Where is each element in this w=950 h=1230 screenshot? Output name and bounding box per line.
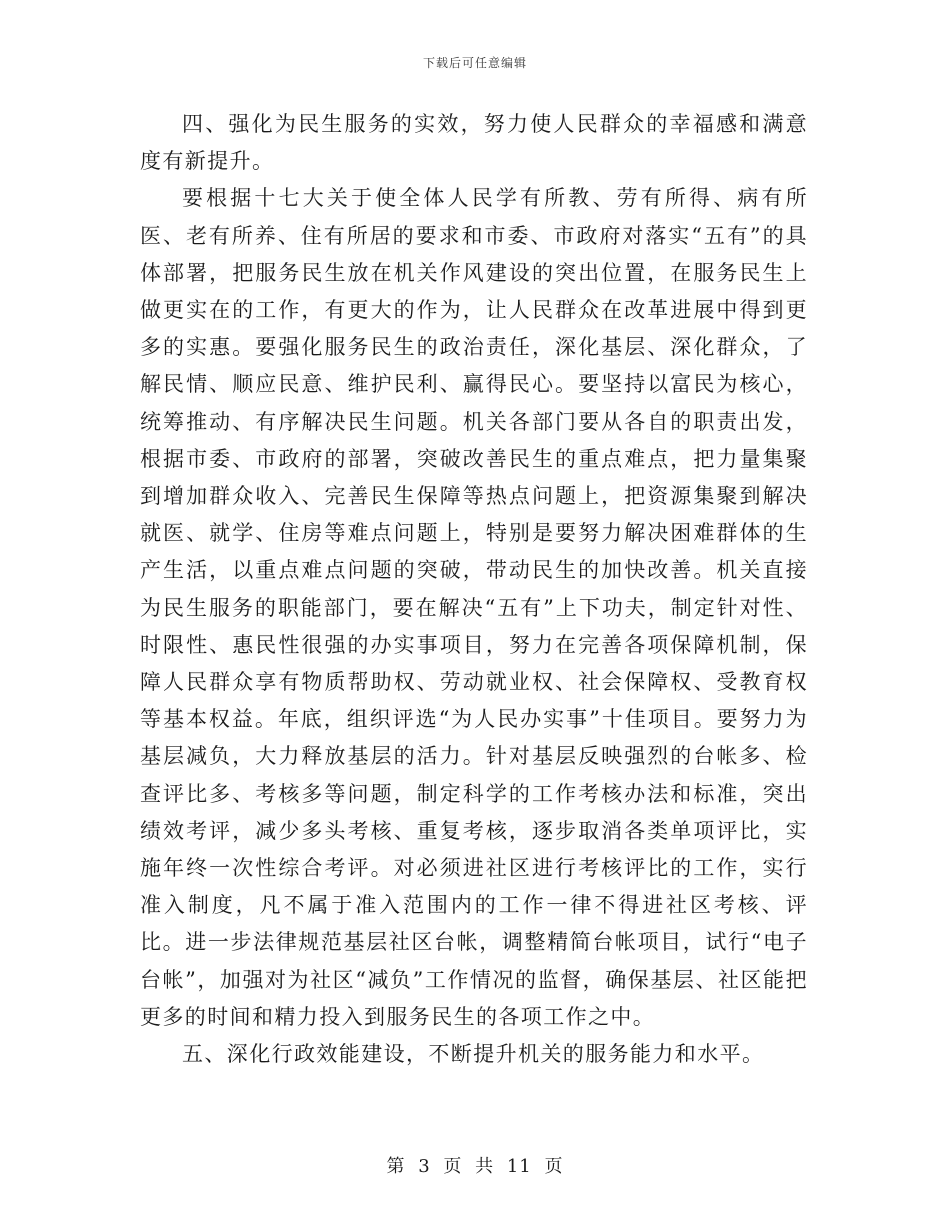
page-number: 第 3 页 共 11 页 [386, 1156, 564, 1177]
page-header: 下载后可任意编辑 [422, 56, 527, 70]
section-heading-four: 四、强化为民生服务的实效，努力使人民群众的幸福感和满意度有新提升。 [140, 112, 808, 174]
body-paragraph: 要根据十七大关于使全体人民学有所教、劳有所得、病有所医、老有所养、住有所居的要求和市委、市政府对落实“五有”的具体部署，把服务民生放在机关作风建设的突出位置，在服务民生上做更实在的工作，有更大的作为，让人民群众在改革进展中得到更多的实惠。要强化服务民生的政治责任，深化基层、深化群众，了解民情、顺应民意、维护民利、赢得民心。要坚持以富民为核心，统筹推动、有序解决民生问题。机关各部门要从各自的职责出发，根据市委、市政府的部署，突破改善民生的重点难点，把力量集聚到增加群众收入、完善民生保障等热点问题上，把资源集聚到解决就医、就学、住房等难点问题上，特别是要努力解决困难群体的生产生活，以重点难点问题的突破，带动民生的加快改善。机关直接为民生服务的职能部门，要在解决“五有”上下功夫，制定针对性、时限性、惠民性很强的办实事项目，努力在完善各项保障机制，保障人民群众享有物质帮助权、劳动就业权、社会保障权、受教育权等基本权益。年底，组织评选“为人民办实事”十佳项目。要努力为基层减负，大力释放基层的活力。针对基层反映强烈的台帐多、检查评比多、考核多等问题，制定科学的工作考核办法和标准，突出绩效考评，减少多头考核、重复考核，逐步取消各类单项评比，实施年终一次性综合考评。对必须进社区进行考核评比的工作，实行准入制度，凡不属于准入范围内的工作一律不得进社区考核、评比。进一步法律规范基层社区台帐，调整精简台帐项目，试行“电子台帐”，加强对为社区“减负”工作情况的监督，确保基层、社区能把更多的时间和精力投入到服务民生的各项工作之中。 [140, 186, 808, 1029]
document-body [140, 106, 808, 1073]
section-heading-five: 五、深化行政效能建设，不断提升机关的服务能力和水平。 [182, 1042, 765, 1067]
